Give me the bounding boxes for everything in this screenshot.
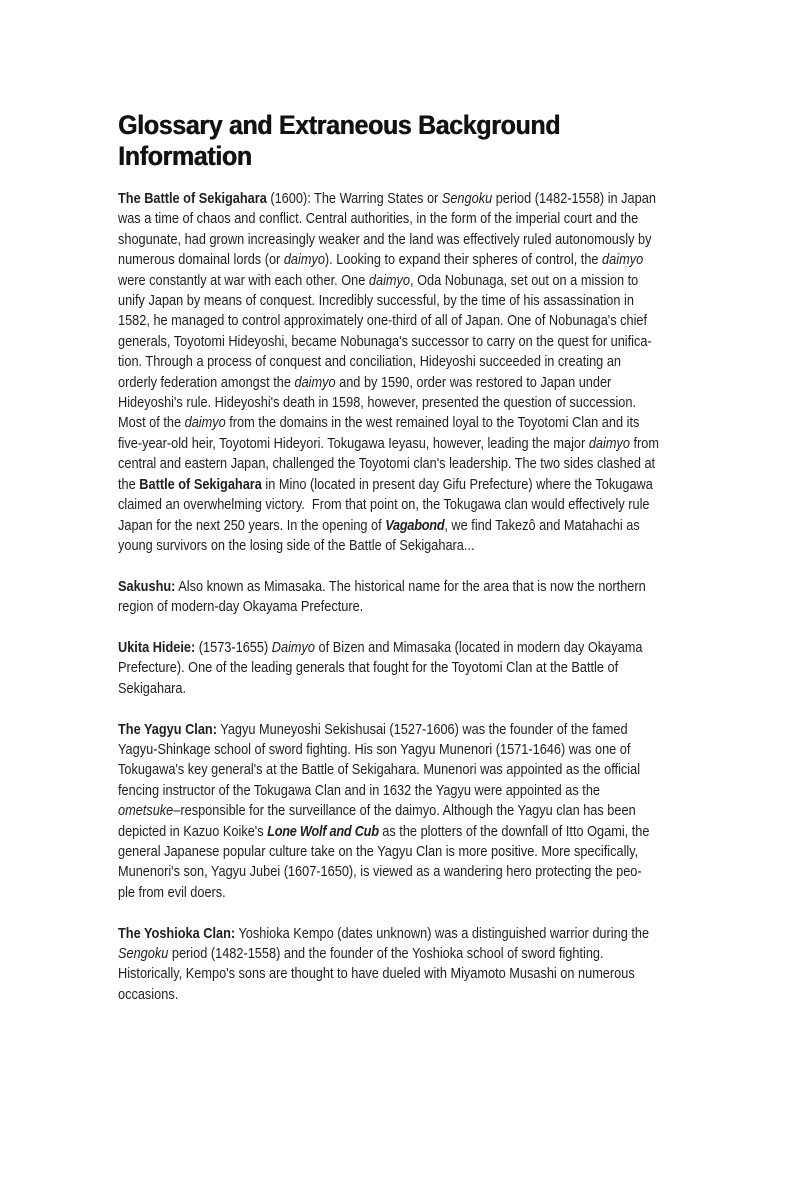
text-run: five-year-old heir, Toyotomi Hideyori. Tokugawa Ieyasu, however, leading the major <box>118 434 589 452</box>
text-run: of Bizen and Mimasaka (located in modern day Okayama <box>315 638 643 656</box>
text-line <box>118 230 652 250</box>
text-run: The Yagyu Clan: <box>118 720 217 738</box>
text-run: Battle of Sekigahara <box>139 475 262 493</box>
glossary-page <box>118 110 718 1026</box>
text-line <box>118 597 628 617</box>
text-line <box>118 638 643 658</box>
text-run: depicted in Kazuo Koike's <box>118 822 268 840</box>
text-line <box>118 842 639 862</box>
text-run: ple from evil doers. <box>118 883 226 901</box>
glossary-paragraph <box>118 577 718 618</box>
glossary-paragraph <box>118 720 718 904</box>
text-run: The Battle of Sekigahara <box>118 190 267 207</box>
text-run: Vagabond <box>385 516 445 534</box>
glossary-paragraph <box>118 924 718 1006</box>
text-run: region of modern-day Okayama Prefecture. <box>118 598 364 616</box>
text-line <box>118 924 650 944</box>
text-run: Japan for the next 250 years. In the opening of <box>118 516 386 534</box>
text-line <box>118 862 642 882</box>
text-run: Yoshioka Kempo (dates unknown) was a distinguished warrior during the <box>235 924 650 942</box>
text-line <box>118 760 641 780</box>
text-run: The Yoshioka Clan: <box>118 924 236 942</box>
text-run: –responsible for the surveillance of the daimyo. Although the Yagyu clan has been <box>173 802 636 820</box>
text-run: daimyo <box>283 251 325 269</box>
text-run: Sakushu: <box>118 577 176 595</box>
text-line <box>118 189 656 209</box>
text-line <box>118 944 628 964</box>
text-run: Yagyu-Shinkage school of sword fighting. His son Yagyu Munenori (1571-1646) was one of <box>118 740 631 758</box>
page-title-line-1: Glossary and Extraneous Background <box>118 110 561 140</box>
text-line <box>118 822 650 842</box>
text-line <box>118 985 628 1005</box>
text-run: generals, Toyotomi Hideyoshi, became Nobunaga's successor to carry on the quest for unifica- <box>118 332 652 350</box>
text-run: was a time of chaos and conflict. Central authorities, in the form of the imperial court and the <box>118 210 639 228</box>
text-run: in Mino (located in present day Gifu Prefecture) where the Tokugawa <box>261 475 653 493</box>
text-line <box>118 332 652 352</box>
text-line <box>118 964 635 984</box>
text-line <box>118 475 653 495</box>
text-run: tion. Through a process of conquest and conciliation, Hideyoshi succeeded in creating an <box>118 353 622 371</box>
text-run: and by 1590, order was restored to Japan under <box>335 373 612 391</box>
text-run: the <box>118 475 140 493</box>
text-line <box>118 271 639 291</box>
text-line <box>118 781 628 801</box>
text-run: Hideyoshi's rule. Hideyoshi's death in 1598, however, presented the question of succession. <box>118 394 637 412</box>
text-line <box>118 434 659 454</box>
glossary-paragraphs <box>118 189 718 1005</box>
text-run: Most of the <box>118 414 185 432</box>
text-run: Sengoku <box>441 190 493 207</box>
text-run: central and eastern Japan, challenged the Toyotomi clan's leadership. The two sides clashed at <box>118 455 656 473</box>
text-run: ). Looking to expand their spheres of control, the <box>324 251 603 269</box>
text-run: Sekigahara. <box>118 679 187 697</box>
text-run: daimyo <box>294 373 336 391</box>
text-run: daimyo <box>588 434 630 452</box>
text-line <box>118 740 631 760</box>
text-line <box>118 311 648 331</box>
text-run: (1573-1655) <box>195 638 272 656</box>
text-run: fencing instructor of the Tokugawa Clan and in 1632 the Yagyu were appointed as the <box>118 781 601 799</box>
text-run: from <box>629 434 659 452</box>
text-run: (1600): The Warring States or <box>266 190 442 207</box>
text-line <box>118 373 628 393</box>
text-line <box>118 720 628 740</box>
text-run: Also known as Mimasaka. The historical name for the area that is now the northern <box>175 577 646 595</box>
text-line <box>118 250 644 270</box>
text-line <box>118 454 656 474</box>
text-line <box>118 883 628 903</box>
text-run: 1582, he managed to control approximately one-third of all of Japan. One of Nobunaga's chief <box>118 312 648 330</box>
text-line <box>118 536 628 556</box>
text-run: daimyo <box>184 414 226 432</box>
text-line <box>118 291 634 311</box>
text-run: Sengoku <box>118 944 169 962</box>
text-line <box>118 209 639 229</box>
text-line <box>118 495 650 515</box>
text-run: were constantly at war with each other. One <box>118 271 369 289</box>
text-line <box>118 801 636 821</box>
text-run: general Japanese popular culture take on the Yagyu Clan is more positive. More specifically, <box>118 842 639 860</box>
page-title <box>118 110 718 172</box>
text-run: from the domains in the west remained loyal to the Toyotomi Clan and its <box>225 414 640 432</box>
text-line <box>118 658 628 678</box>
text-line <box>118 352 628 372</box>
text-line <box>118 393 637 413</box>
text-run: unify Japan by means of conquest. Incredibly successful, by the time of his assassination in <box>118 292 634 310</box>
text-run: shogunate, had grown increasingly weaker and the land was effectively ruled autonomously by <box>118 230 652 248</box>
page-title-line-2: Information <box>118 141 252 171</box>
text-run: Yagyu Muneyoshi Sekishusai (1527-1606) was the founder of the famed <box>216 720 628 738</box>
text-run: ometsuke <box>118 802 174 820</box>
text-run: Ukita Hideie: <box>118 638 196 656</box>
text-line <box>118 413 640 433</box>
text-run: Lone Wolf and Cub <box>267 822 379 840</box>
text-run: Munenori's son, Yagyu Jubei (1607-1650), is viewed as a wandering hero protecting the peo- <box>118 863 642 881</box>
text-line <box>118 679 628 699</box>
text-run: Tokugawa's key general's at the Battle of Sekigahara. Munenori was appointed as the official <box>118 761 641 779</box>
glossary-paragraph <box>118 638 718 699</box>
text-run: daimyo <box>368 271 410 289</box>
text-run: orderly federation amongst the <box>118 373 295 391</box>
text-line <box>118 577 646 597</box>
text-line <box>118 516 640 536</box>
text-run: as the plotters of the downfall of Itto Ogami, the <box>378 822 650 840</box>
text-run: occasions. <box>118 985 179 1003</box>
text-run: Historically, Kempo's sons are thought to have dueled with Miyamoto Musashi on numerous <box>118 965 635 983</box>
text-run: daimyo <box>602 251 644 269</box>
text-run: Prefecture). One of the leading generals that fought for the Toyotomi Clan at the Battle of <box>118 659 619 677</box>
text-run: claimed an overwhelming victory. From that point on, the Tokugawa clan would effectively rule <box>118 496 650 514</box>
text-run: numerous domainal lords (or <box>118 251 284 269</box>
text-run: , Oda Nobunaga, set out on a mission to <box>409 271 639 289</box>
text-run: period (1482-1558) in Japan <box>492 190 656 207</box>
text-run: period (1482-1558) and the founder of the Yoshioka school of sword fighting. <box>168 944 604 962</box>
text-run: young survivors on the losing side of the Battle of Sekigahara... <box>118 536 475 554</box>
text-run: Daimyo <box>271 638 316 656</box>
glossary-paragraph <box>118 189 718 556</box>
text-run: , we find Takezô and Matahachi as <box>444 516 640 534</box>
